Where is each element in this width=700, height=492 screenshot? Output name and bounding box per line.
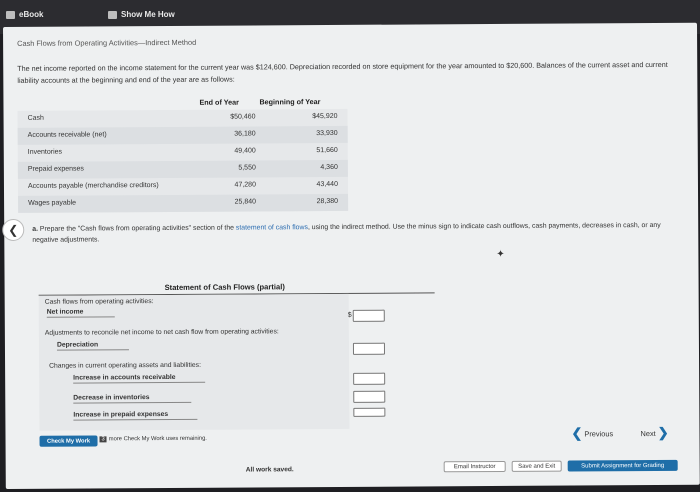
video-icon bbox=[108, 11, 117, 19]
row-end-value: $50,460 bbox=[230, 113, 256, 121]
changes-heading: Changes in current operating assets and liabilities: bbox=[49, 361, 201, 370]
table-row bbox=[18, 160, 348, 179]
net-income-input[interactable] bbox=[353, 310, 385, 322]
decrease-inventories-label: Decrease in inventories bbox=[73, 394, 191, 404]
statement-title: Statement of Cash Flows (partial) bbox=[164, 282, 285, 293]
row-label: Wages payable bbox=[28, 199, 77, 207]
row-end-value: 25,840 bbox=[234, 198, 257, 206]
check-my-work-remaining bbox=[100, 436, 207, 443]
show-me-how-label: Show Me How bbox=[121, 10, 175, 19]
row-end-value: 47,280 bbox=[234, 181, 256, 189]
ebook-tab[interactable] bbox=[6, 10, 43, 19]
depreciation-label: Depreciation bbox=[57, 341, 129, 350]
depreciation-input[interactable] bbox=[353, 343, 385, 355]
check-my-work-button[interactable]: Check My Work bbox=[39, 435, 97, 446]
chevron-left-icon: ❮ bbox=[571, 425, 583, 441]
book-icon bbox=[6, 11, 15, 19]
col-beginning-of-year: Beginning of Year bbox=[259, 97, 321, 107]
row-begin-value: 43,440 bbox=[316, 180, 338, 189]
increase-prepaid-input[interactable] bbox=[353, 408, 385, 417]
part-a-instructions bbox=[32, 220, 682, 246]
part-a-text-cont: , using the indirect method. Use the minus sign to indicate cash outflows, cash payments, decreases in cash, or any negative adjustments. bbox=[32, 221, 661, 244]
table-row bbox=[18, 143, 348, 162]
table-row bbox=[18, 194, 348, 213]
previous-label: Previous bbox=[584, 428, 614, 438]
row-label: Prepaid expenses bbox=[27, 165, 84, 173]
assignment-page bbox=[3, 23, 700, 489]
ebook-label: eBook bbox=[19, 10, 44, 19]
previous-button[interactable] bbox=[571, 425, 613, 441]
cfo-heading: Cash flows from operating activities: bbox=[44, 298, 154, 306]
statement-of-cash-flows-link[interactable]: statement of cash flows bbox=[235, 224, 308, 232]
statement-form bbox=[39, 294, 350, 431]
problem-intro: The net income reported on the income statement for the current year was $124,600. Depreciation recorded on store equipment for the year amounted to $20,600. Balances of the current asset and current liability accounts at the beginning and end of the year are as follows: bbox=[17, 59, 668, 85]
table-row bbox=[18, 177, 348, 196]
row-begin-value: 28,380 bbox=[316, 197, 339, 206]
increase-ar-input[interactable] bbox=[353, 373, 385, 385]
row-end-value: 5,550 bbox=[238, 164, 256, 172]
next-button[interactable] bbox=[640, 425, 668, 441]
row-label: Accounts receivable (net) bbox=[27, 131, 107, 139]
increase-ar-label: Increase in accounts receivable bbox=[73, 374, 205, 384]
row-label: Inventories bbox=[27, 148, 63, 156]
row-end-value: 49,400 bbox=[234, 147, 256, 155]
net-income-label: Net income bbox=[47, 308, 115, 317]
save-and-exit-button[interactable]: Save and Exit bbox=[512, 461, 562, 472]
show-me-how-tab[interactable] bbox=[108, 10, 175, 19]
increase-prepaid-label: Increase in prepaid expenses bbox=[73, 411, 197, 421]
row-begin-value: 33,930 bbox=[316, 129, 338, 138]
row-begin-value: $45,920 bbox=[312, 112, 338, 121]
table-row bbox=[18, 109, 348, 128]
save-status: All work saved. bbox=[245, 466, 294, 474]
part-a-text: Prepare the "Cash flows from operating activities" section of the bbox=[37, 224, 236, 233]
chevron-right-icon: ❯ bbox=[657, 424, 669, 441]
decrease-inventories-input[interactable] bbox=[353, 391, 385, 403]
table-row bbox=[18, 126, 348, 145]
col-end-of-year: End of Year bbox=[199, 97, 239, 107]
chevron-left-icon: ❮ bbox=[8, 222, 19, 237]
row-begin-value: 51,660 bbox=[316, 146, 338, 155]
balances-table bbox=[18, 109, 349, 213]
adjustments-heading: Adjustments to reconcile net income to net cash flow from operating activities: bbox=[44, 328, 279, 337]
cursor-icon: ✦ bbox=[496, 248, 505, 260]
row-label: Accounts payable (merchandise creditors) bbox=[27, 182, 159, 190]
dollar-sign: $ bbox=[347, 311, 352, 319]
row-begin-value: 4,360 bbox=[320, 163, 338, 172]
submit-assignment-button[interactable]: Submit Assignment for Grading bbox=[568, 460, 678, 472]
problem-title: Cash Flows from Operating Activities—Indirect Method bbox=[17, 37, 197, 48]
row-end-value: 36,180 bbox=[234, 130, 256, 138]
next-label: Next bbox=[640, 428, 656, 438]
part-a-label: a. bbox=[32, 225, 39, 233]
row-label: Cash bbox=[27, 114, 44, 122]
remaining-text: more Check My Work uses remaining. bbox=[108, 435, 207, 443]
email-instructor-button[interactable]: Email Instructor bbox=[444, 461, 506, 472]
back-button[interactable] bbox=[2, 219, 24, 241]
remaining-count: 3 bbox=[101, 436, 105, 443]
